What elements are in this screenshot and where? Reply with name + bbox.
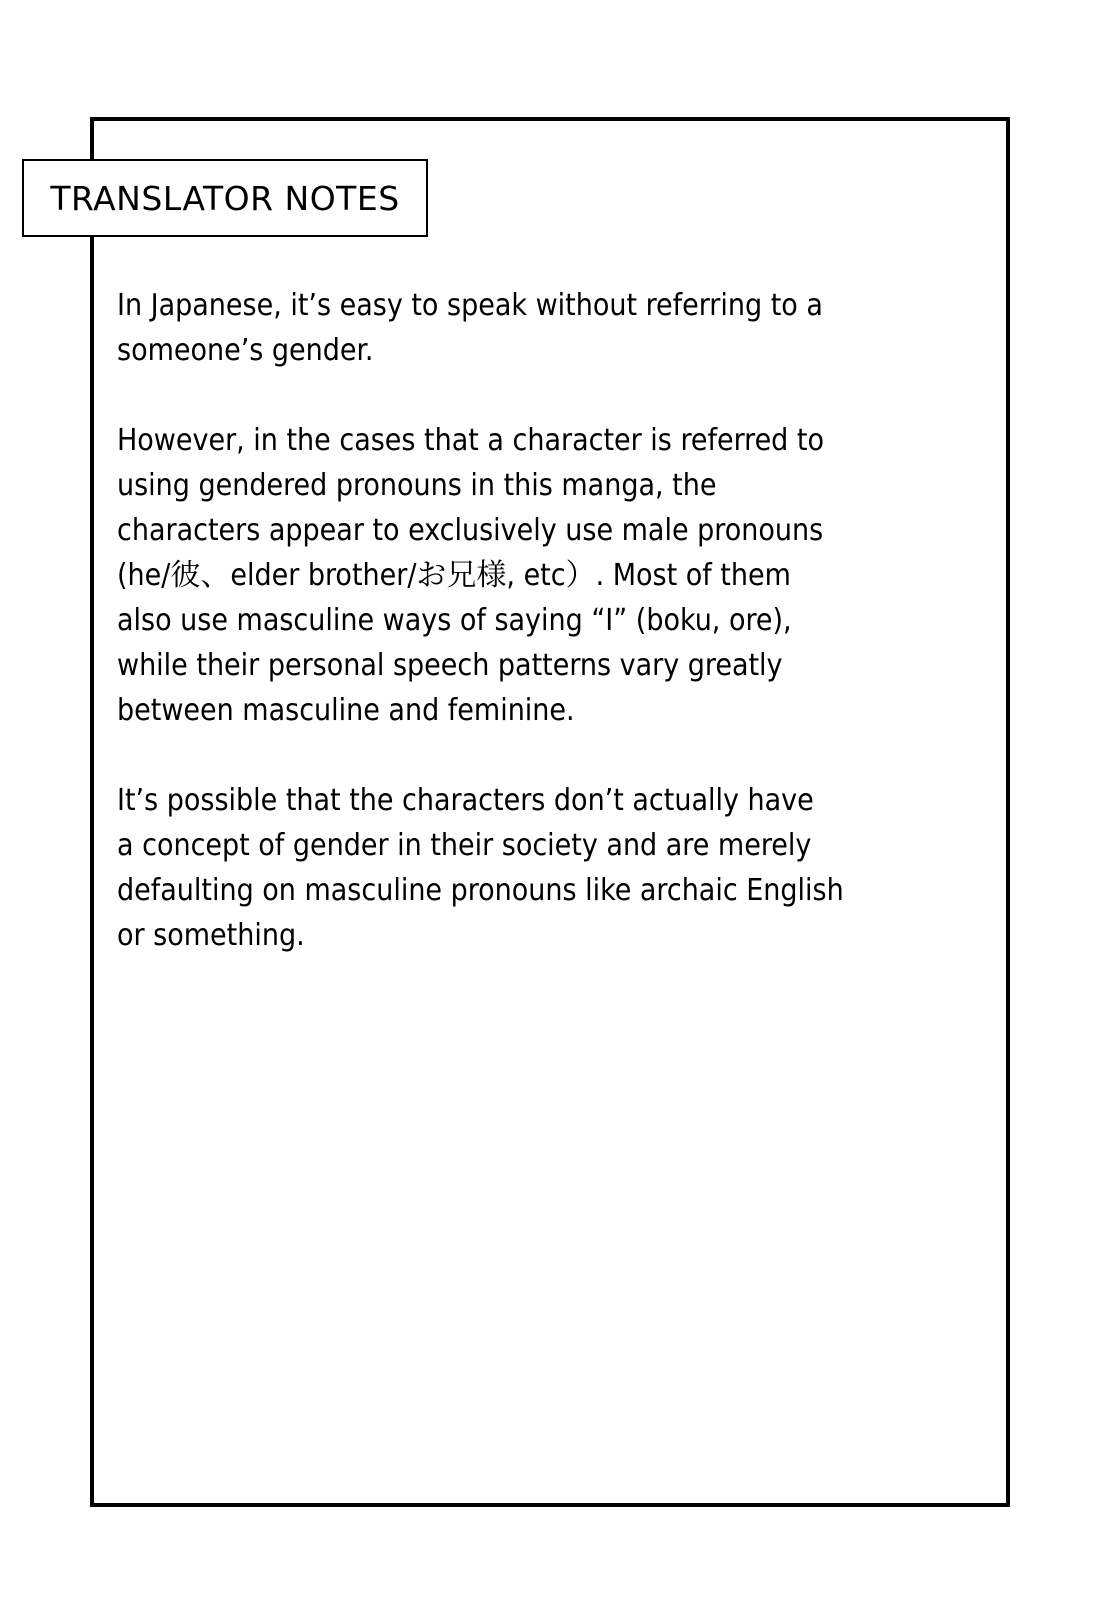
note-paragraph-3: It’s possible that the characters don’t actually have a concept of gender in their society and are merely defaulting on masculine pronouns like archaic English or something.	[117, 783, 844, 953]
note-paragraph-1: In Japanese, it’s easy to speak without referring to a someone’s gender.	[117, 288, 823, 368]
notes-body	[117, 283, 982, 1003]
page-title: TRANSLATOR NOTES	[50, 178, 400, 218]
note-paragraph-2: However, in the cases that a character is referred to using gendered pronouns in this manga, the characters appear to exclusively use male pronouns (he/彼、elder brother/お兄様, etc）. Most of them also use masculine ways of saying “I” (boku, ore), while their personal speech patterns vary greatly between masculine and feminine.	[117, 423, 824, 728]
title-box	[22, 159, 428, 237]
